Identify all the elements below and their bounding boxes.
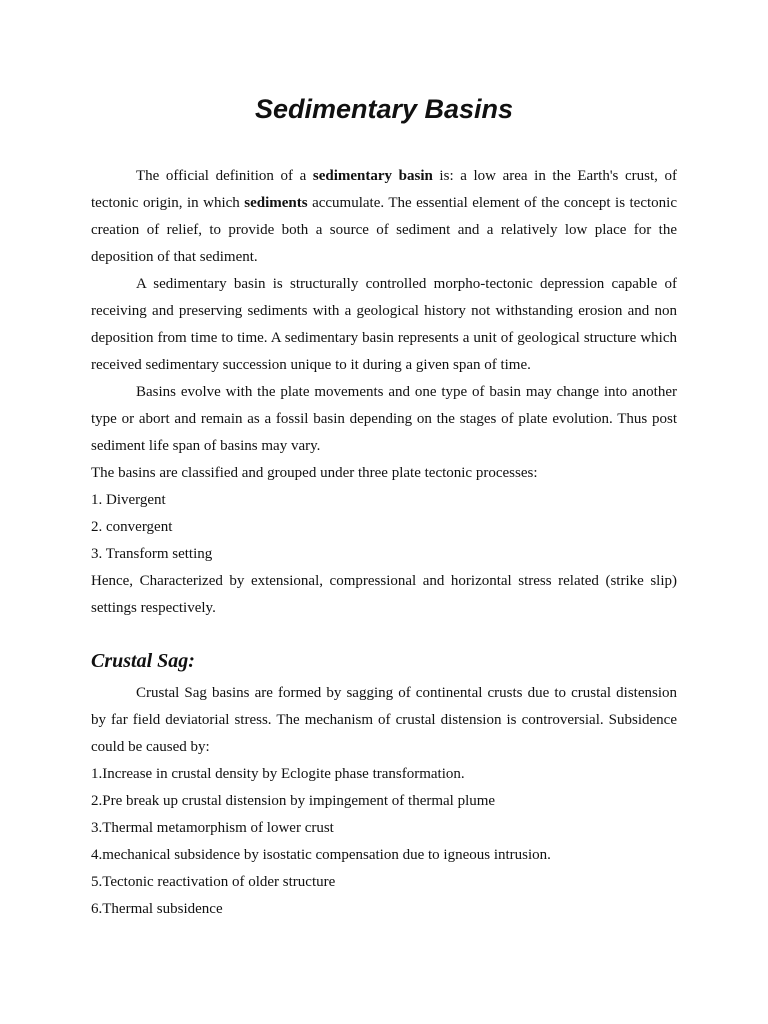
paragraph-definition bbox=[91, 163, 677, 271]
page-title: Sedimentary Basins bbox=[254, 94, 514, 124]
list-item-subsidence-2: 2.Pre break up crustal distension by impingement of thermal plume bbox=[91, 793, 496, 809]
paragraph-structure: A sedimentary basin is structurally controlled morpho-tectonic depression capable of receiving and preserving sediments with a geological history not withstanding erosion and non deposition from time to time. A sedimentary basin represents a unit of geological structure which received sedimentary succession unique to it during a given span of time. bbox=[91, 276, 677, 373]
section-intro bbox=[91, 163, 677, 622]
list-item-subsidence-5: 5.Tectonic reactivation of older structure bbox=[91, 874, 336, 890]
paragraph-text: accumulate. The essential element of the concept is tectonic creation of relief, to provide both a source of sediment and a relatively low place for the deposition of that sediment. bbox=[91, 195, 677, 265]
list-item-subsidence-4: 4.mechanical subsidence by isostatic compensation due to igneous intrusion. bbox=[91, 847, 551, 863]
bold-term-sediments: sediments bbox=[244, 195, 308, 211]
paragraph-crustal-sag: Crustal Sag basins are formed by sagging of continental crusts due to crustal distension by far field deviatorial stress. The mechanism of crustal distension is controversial. Subsidence could be caused by: bbox=[91, 685, 677, 755]
list-item-subsidence-3: 3.Thermal metamorphism of lower crust bbox=[91, 820, 334, 836]
bold-term-sedimentary-basin: sedimentary basin bbox=[312, 168, 433, 184]
section-crustal-sag bbox=[91, 680, 677, 923]
list-item-divergent: 1. Divergent bbox=[91, 492, 166, 508]
classification-intro: The basins are classified and grouped under three plate tectonic processes: bbox=[91, 465, 538, 481]
paragraph-conclusion: Hence, Characterized by extensional, compressional and horizontal stress related (strike slip) settings respectively. bbox=[91, 573, 677, 616]
list-item-subsidence-1: 1.Increase in crustal density by Eclogite phase transformation. bbox=[91, 766, 465, 782]
paragraph-text: is: a low area in the Earth's crust, of tectonic origin, in which bbox=[91, 168, 678, 211]
section-heading-crustal-sag: Crustal Sag: bbox=[91, 650, 195, 672]
list-item-subsidence-6: 6.Thermal subsidence bbox=[91, 901, 223, 917]
paragraph-text: The official definition of a bbox=[136, 168, 313, 184]
list-item-convergent: 2. convergent bbox=[91, 519, 173, 535]
list-item-transform: 3. Transform setting bbox=[91, 546, 213, 562]
paragraph-evolution: Basins evolve with the plate movements and one type of basin may change into another type or abort and remain as a fossil basin depending on the stages of plate evolution. Thus post sediment life span of basins may vary. bbox=[91, 384, 677, 454]
